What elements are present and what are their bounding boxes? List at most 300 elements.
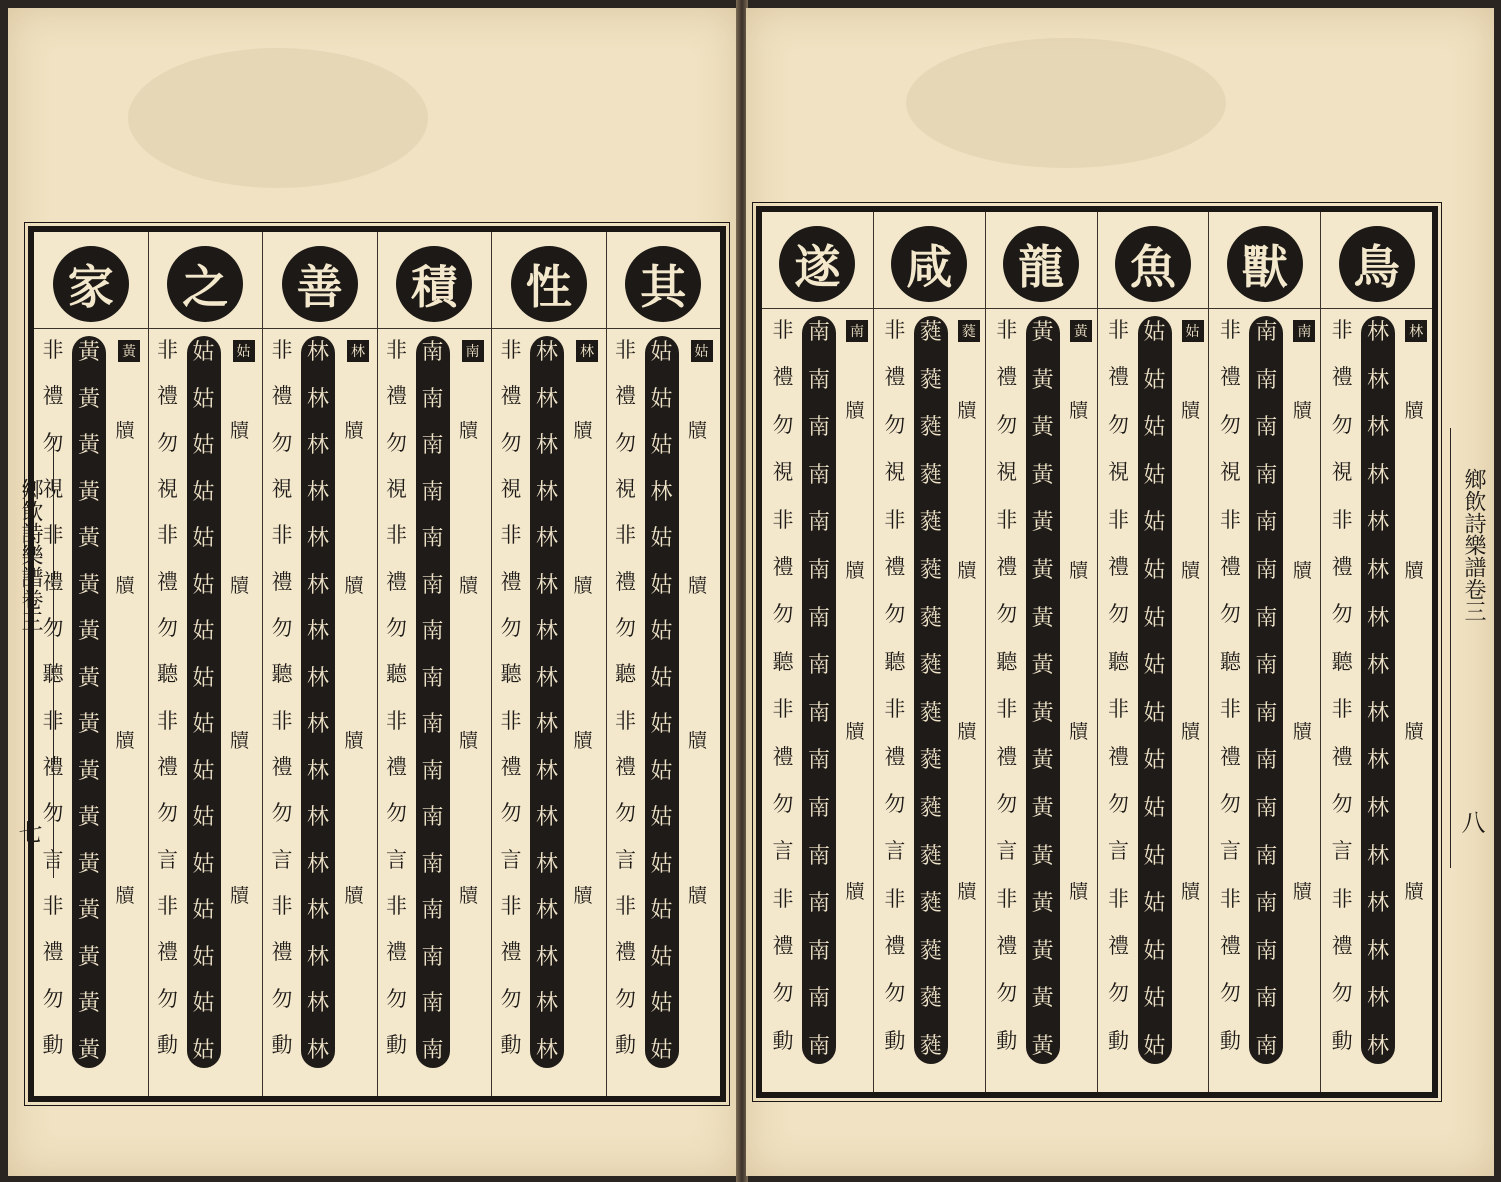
mode-marker: 黃 <box>118 340 140 362</box>
lyric-char: 言 <box>500 847 522 872</box>
pitch-note: 林 <box>535 991 558 1017</box>
lyric-char: 聽 <box>500 662 522 687</box>
pitch-note: 南 <box>808 795 831 821</box>
pitch-note: 黃 <box>1031 843 1054 869</box>
pitch-note: 南 <box>1255 795 1278 821</box>
pitch-bar <box>1026 316 1060 1064</box>
pitch-note: 姑 <box>192 991 215 1017</box>
pitch-note: 南 <box>1255 843 1278 869</box>
lyric-char: 聽 <box>271 662 293 687</box>
score-column <box>263 232 378 1096</box>
lyric-seal-character: 鳥 <box>1339 226 1415 302</box>
lyric-seal-character: 善 <box>282 246 358 322</box>
pitch-note: 姑 <box>1143 320 1166 345</box>
pitch-note: 南 <box>808 748 831 774</box>
lyric-char: 言 <box>42 847 64 872</box>
lyric-text <box>498 340 524 1056</box>
lyric-char: 禮 <box>1331 934 1353 959</box>
lyric-char: 聽 <box>884 649 906 674</box>
column-divider <box>762 308 873 309</box>
lyric-char: 禮 <box>42 384 64 409</box>
lyric-char: 聽 <box>386 662 407 687</box>
lyric-char: 非 <box>157 523 178 548</box>
drum-char: 牘 <box>1069 560 1089 583</box>
lyric-char: 動 <box>1108 1028 1130 1053</box>
pitch-note: 姑 <box>1143 938 1166 964</box>
lyric-char: 禮 <box>500 384 522 409</box>
pitch-note: 南 <box>421 944 444 970</box>
pitch-note: 黃 <box>1031 510 1054 536</box>
pitch-note: 林 <box>535 340 558 365</box>
drum-char: 牘 <box>115 420 135 442</box>
lyric-char: 禮 <box>500 940 522 965</box>
lyric-char: 禮 <box>615 754 636 779</box>
drum-char: 牘 <box>845 400 865 422</box>
lyric-char: 禮 <box>500 754 522 779</box>
column-divider <box>1098 308 1209 309</box>
pitch-note: 南 <box>1255 653 1278 679</box>
drum-char: 牘 <box>1069 400 1089 422</box>
pitch-note: 南 <box>421 805 444 831</box>
lyric-char: 聽 <box>157 662 178 687</box>
pitch-note: 姑 <box>650 340 673 365</box>
drum-char: 牘 <box>229 885 249 907</box>
pitch-note: 林 <box>535 479 558 505</box>
pitch-note: 黃 <box>77 898 100 924</box>
lyric-char: 勿 <box>157 430 178 455</box>
pitch-note: 林 <box>306 851 329 877</box>
pitch-note: 姑 <box>650 619 673 645</box>
lyric-char: 勿 <box>615 986 636 1011</box>
lyric-char: 勿 <box>157 801 178 826</box>
lyric-char: 非 <box>42 338 64 362</box>
pitch-note: 黃 <box>77 1037 100 1063</box>
score-column <box>1320 212 1432 1092</box>
lyric-char: 禮 <box>772 365 794 390</box>
lyric-char: 禮 <box>386 569 407 594</box>
lyric-char: 動 <box>1331 1028 1353 1053</box>
lyric-char: 勿 <box>500 986 522 1011</box>
lyric-text <box>1329 320 1355 1052</box>
pitch-note: 姑 <box>1143 891 1166 917</box>
lyric-seal-character: 其 <box>625 246 701 322</box>
drum-char: 牘 <box>115 885 135 907</box>
column-divider <box>263 328 377 329</box>
pitch-note: 蕤 <box>919 510 942 536</box>
pitch-note: 姑 <box>1143 605 1166 631</box>
pitch-note: 蕤 <box>919 748 942 774</box>
lyric-char: 勿 <box>1219 602 1241 627</box>
lyric-char: 非 <box>500 708 522 733</box>
lyric-char: 非 <box>615 523 636 548</box>
lyric-char: 禮 <box>157 940 178 965</box>
drum-notation <box>570 422 596 906</box>
lyric-seal-character: 獸 <box>1227 226 1303 302</box>
pitch-note: 南 <box>808 320 831 345</box>
pitch-note: 姑 <box>192 386 215 412</box>
lyric-seal-character: 性 <box>511 246 587 322</box>
pitch-note: 姑 <box>650 526 673 552</box>
score-column <box>378 232 493 1096</box>
pitch-note: 姑 <box>192 479 215 505</box>
drum-char: 牘 <box>344 420 364 442</box>
lyric-char: 言 <box>386 847 407 872</box>
lyric-char: 勿 <box>615 430 636 455</box>
score-column <box>985 212 1097 1092</box>
lyric-char: 禮 <box>1219 365 1241 390</box>
pitch-note: 黃 <box>77 433 100 459</box>
drum-notation <box>954 402 980 902</box>
pitch-note: 黃 <box>1031 415 1054 441</box>
drum-char: 牘 <box>573 420 593 442</box>
drum-char: 牘 <box>573 730 593 752</box>
drum-char: 牘 <box>1292 880 1312 903</box>
right-columns <box>762 212 1432 1092</box>
pitch-note: 黃 <box>1031 605 1054 631</box>
pitch-note: 蕤 <box>919 415 942 441</box>
lyric-char: 禮 <box>1331 365 1353 390</box>
lyric-char: 視 <box>500 476 522 501</box>
drum-char: 牘 <box>845 560 865 583</box>
pitch-note: 南 <box>421 433 444 459</box>
lyric-char: 禮 <box>42 569 64 594</box>
pitch-note: 黃 <box>1031 367 1054 393</box>
mode-marker: 南 <box>846 320 868 342</box>
pitch-note: 姑 <box>192 433 215 459</box>
lyric-char: 非 <box>42 893 64 918</box>
pitch-note: 南 <box>1255 605 1278 631</box>
drum-notation <box>112 422 138 906</box>
lyric-char: 禮 <box>157 754 178 779</box>
pitch-note: 姑 <box>192 851 215 877</box>
pitch-note: 林 <box>535 665 558 691</box>
pitch-note: 林 <box>1367 462 1390 488</box>
drum-notation <box>456 422 482 906</box>
drum-notation <box>1178 402 1204 902</box>
pitch-note: 黃 <box>1031 557 1054 583</box>
lyric-char: 禮 <box>500 569 522 594</box>
pitch-note: 姑 <box>192 340 215 365</box>
pitch-note: 姑 <box>1143 795 1166 821</box>
score-column <box>149 232 264 1096</box>
pitch-note: 南 <box>421 851 444 877</box>
lyric-char: 勿 <box>1108 602 1130 627</box>
lyric-char: 視 <box>615 476 636 501</box>
drum-char: 牘 <box>1069 880 1089 903</box>
drum-char: 牘 <box>957 400 977 422</box>
lyric-char: 動 <box>42 1032 64 1057</box>
pitch-note: 林 <box>306 758 329 784</box>
pitch-note: 黃 <box>1031 986 1054 1012</box>
pitch-note: 南 <box>808 557 831 583</box>
drum-char: 牘 <box>1181 720 1201 743</box>
lyric-char: 視 <box>996 460 1018 485</box>
pitch-bar <box>72 336 106 1068</box>
pitch-note: 黃 <box>1031 795 1054 821</box>
pitch-note: 林 <box>1367 557 1390 583</box>
pitch-bar <box>645 336 679 1068</box>
pitch-note: 蕤 <box>919 891 942 917</box>
lyric-char: 禮 <box>615 384 636 409</box>
pitch-note: 姑 <box>650 944 673 970</box>
pitch-note: 南 <box>421 340 444 365</box>
drum-char: 牘 <box>957 560 977 583</box>
pitch-note: 南 <box>1255 367 1278 393</box>
drum-notation <box>842 402 868 902</box>
lyric-char: 禮 <box>1108 554 1130 579</box>
pitch-note: 黃 <box>1031 1033 1054 1059</box>
pitch-note: 林 <box>1367 1033 1390 1059</box>
pitch-note: 黃 <box>77 944 100 970</box>
pitch-note: 黃 <box>77 805 100 831</box>
pitch-note: 姑 <box>192 944 215 970</box>
lyric-char: 非 <box>386 893 407 918</box>
pitch-note: 南 <box>421 386 444 412</box>
drum-char: 牘 <box>845 880 865 903</box>
pitch-note: 南 <box>808 986 831 1012</box>
right-score-frame <box>756 206 1438 1098</box>
pitch-note: 姑 <box>650 712 673 738</box>
lyric-char: 非 <box>615 893 636 918</box>
pitch-note: 姑 <box>650 572 673 598</box>
drum-char: 牘 <box>845 720 865 743</box>
lyric-char: 言 <box>157 847 178 872</box>
drum-char: 牘 <box>687 885 707 907</box>
lyric-char: 勿 <box>1331 981 1353 1006</box>
pitch-note: 姑 <box>650 758 673 784</box>
pitch-note: 黃 <box>1031 748 1054 774</box>
lyric-char: 言 <box>1219 839 1241 864</box>
pitch-note: 南 <box>808 938 831 964</box>
lyric-char: 禮 <box>271 384 293 409</box>
lyric-text <box>269 340 295 1056</box>
left-columns <box>34 232 720 1096</box>
pitch-note: 南 <box>1255 748 1278 774</box>
right-page-number: 八 <box>1461 809 1486 837</box>
lyric-char: 非 <box>1108 886 1130 911</box>
pitch-note: 姑 <box>192 712 215 738</box>
lyric-char: 視 <box>884 460 906 485</box>
pitch-note: 蕤 <box>919 367 942 393</box>
pitch-note: 南 <box>808 653 831 679</box>
pitch-note: 南 <box>1255 986 1278 1012</box>
pitch-bar <box>416 336 450 1068</box>
pitch-note: 林 <box>535 944 558 970</box>
pitch-note: 姑 <box>192 572 215 598</box>
lyric-char: 言 <box>1331 839 1353 864</box>
lyric-char: 勿 <box>386 801 407 826</box>
lyric-seal-character: 之 <box>167 246 243 322</box>
drum-char: 牘 <box>1404 400 1424 422</box>
pitch-note: 黃 <box>1031 891 1054 917</box>
pitch-note: 南 <box>421 572 444 598</box>
lyric-char: 視 <box>772 460 794 485</box>
pitch-note: 姑 <box>650 433 673 459</box>
pitch-note: 林 <box>306 526 329 552</box>
pitch-note: 南 <box>808 605 831 631</box>
lyric-char: 勿 <box>884 791 906 816</box>
pitch-note: 南 <box>1255 510 1278 536</box>
lyric-char: 禮 <box>271 754 293 779</box>
pitch-note: 南 <box>421 665 444 691</box>
pitch-note: 姑 <box>1143 748 1166 774</box>
pitch-note: 南 <box>1255 320 1278 345</box>
pitch-note: 黃 <box>77 851 100 877</box>
pitch-note: 林 <box>1367 700 1390 726</box>
column-divider <box>986 308 1097 309</box>
right-spine-title: 鄉飲詩樂譜卷三 <box>1461 468 1486 622</box>
lyric-char: 非 <box>996 318 1018 342</box>
drum-char: 牘 <box>1404 720 1424 743</box>
score-column <box>873 212 985 1092</box>
drum-char: 牘 <box>1069 720 1089 743</box>
drum-char: 牘 <box>573 885 593 907</box>
lyric-char: 禮 <box>386 940 407 965</box>
lyric-text <box>882 320 908 1052</box>
lyric-char: 禮 <box>42 754 64 779</box>
lyric-char: 非 <box>157 893 178 918</box>
mode-marker: 林 <box>576 340 598 362</box>
lyric-char: 禮 <box>772 554 794 579</box>
drum-char: 牘 <box>344 885 364 907</box>
lyric-char: 非 <box>271 708 293 733</box>
drum-char: 牘 <box>687 730 707 752</box>
lyric-char: 非 <box>500 893 522 918</box>
lyric-char: 勿 <box>42 430 64 455</box>
drum-notation <box>685 422 711 906</box>
drum-notation <box>1066 402 1092 902</box>
lyric-char: 勿 <box>42 615 64 640</box>
lyric-char: 禮 <box>1219 744 1241 769</box>
pitch-note: 蕤 <box>919 700 942 726</box>
drum-char: 牘 <box>1181 400 1201 422</box>
drum-char: 牘 <box>458 420 478 442</box>
lyric-char: 動 <box>996 1028 1018 1053</box>
lyric-char: 非 <box>996 697 1018 722</box>
pitch-note: 黃 <box>77 340 100 365</box>
pitch-bar <box>530 336 564 1068</box>
lyric-text <box>1217 320 1243 1052</box>
lyric-char: 禮 <box>772 744 794 769</box>
lyric-char: 動 <box>615 1032 636 1057</box>
pitch-bar <box>301 336 335 1068</box>
pitch-note: 林 <box>306 991 329 1017</box>
pitch-note: 黃 <box>77 991 100 1017</box>
lyric-char: 非 <box>772 697 794 722</box>
pitch-note: 姑 <box>650 991 673 1017</box>
pitch-note: 南 <box>421 479 444 505</box>
pitch-note: 蕤 <box>919 462 942 488</box>
drum-notation <box>1289 402 1315 902</box>
lyric-char: 非 <box>884 697 906 722</box>
lyric-char: 非 <box>271 523 293 548</box>
lyric-char: 動 <box>157 1032 178 1057</box>
lyric-text <box>384 340 410 1056</box>
drum-char: 牘 <box>1181 880 1201 903</box>
lyric-char: 禮 <box>1219 934 1241 959</box>
pitch-note: 南 <box>808 891 831 917</box>
pitch-note: 蕤 <box>919 843 942 869</box>
lyric-char: 非 <box>500 338 522 362</box>
pitch-note: 林 <box>306 340 329 365</box>
pitch-note: 南 <box>1255 462 1278 488</box>
pitch-note: 南 <box>1255 891 1278 917</box>
lyric-char: 禮 <box>1331 554 1353 579</box>
drum-char: 牘 <box>458 575 478 597</box>
pitch-note: 林 <box>535 851 558 877</box>
lyric-char: 勿 <box>884 981 906 1006</box>
score-column <box>1097 212 1209 1092</box>
lyric-char: 禮 <box>271 940 293 965</box>
lyric-char: 禮 <box>884 744 906 769</box>
pitch-note: 黃 <box>77 758 100 784</box>
lyric-seal-character: 家 <box>53 246 129 322</box>
pitch-note: 林 <box>306 1037 329 1063</box>
lyric-char: 勿 <box>615 615 636 640</box>
pitch-note: 南 <box>808 462 831 488</box>
lyric-char: 勿 <box>42 801 64 826</box>
lyric-char: 禮 <box>386 754 407 779</box>
drum-char: 牘 <box>115 730 135 752</box>
pitch-note: 林 <box>1367 415 1390 441</box>
left-score-frame <box>28 226 726 1102</box>
pitch-note: 黃 <box>77 386 100 412</box>
lyric-char: 非 <box>1108 318 1130 342</box>
lyric-char: 非 <box>386 338 407 362</box>
lyric-char: 非 <box>1331 697 1353 722</box>
pitch-note: 林 <box>650 479 673 505</box>
pitch-note: 南 <box>421 898 444 924</box>
pitch-bar <box>1361 316 1395 1064</box>
drum-char: 牘 <box>957 720 977 743</box>
lyric-char: 禮 <box>884 934 906 959</box>
pitch-note: 林 <box>306 944 329 970</box>
pitch-note: 姑 <box>1143 653 1166 679</box>
lyric-char: 非 <box>157 338 178 362</box>
lyric-seal-character: 遂 <box>779 226 855 302</box>
pitch-note: 姑 <box>192 805 215 831</box>
lyric-text <box>613 340 639 1056</box>
pitch-note: 南 <box>421 712 444 738</box>
lyric-char: 禮 <box>1219 554 1241 579</box>
pitch-note: 南 <box>421 526 444 552</box>
pitch-note: 姑 <box>650 805 673 831</box>
lyric-seal-character: 魚 <box>1115 226 1191 302</box>
drum-char: 牘 <box>1181 560 1201 583</box>
lyric-char: 非 <box>772 507 794 532</box>
drum-char: 牘 <box>229 420 249 442</box>
lyric-char: 非 <box>884 886 906 911</box>
lyric-char: 禮 <box>386 384 407 409</box>
lyric-char: 勿 <box>1331 412 1353 437</box>
lyric-char: 視 <box>1108 460 1130 485</box>
pitch-note: 林 <box>535 758 558 784</box>
lyric-char: 勿 <box>271 801 293 826</box>
pitch-note: 黃 <box>1031 653 1054 679</box>
column-divider <box>149 328 263 329</box>
lyric-char: 視 <box>42 476 64 501</box>
drum-char: 牘 <box>687 420 707 442</box>
lyric-char: 勿 <box>271 986 293 1011</box>
mode-marker: 林 <box>1405 320 1427 342</box>
lyric-char: 動 <box>500 1032 522 1057</box>
lyric-char: 禮 <box>996 934 1018 959</box>
pitch-note: 姑 <box>1143 700 1166 726</box>
pitch-bar <box>914 316 948 1064</box>
score-column <box>1208 212 1320 1092</box>
lyric-char: 禮 <box>42 940 64 965</box>
pitch-note: 南 <box>1255 557 1278 583</box>
